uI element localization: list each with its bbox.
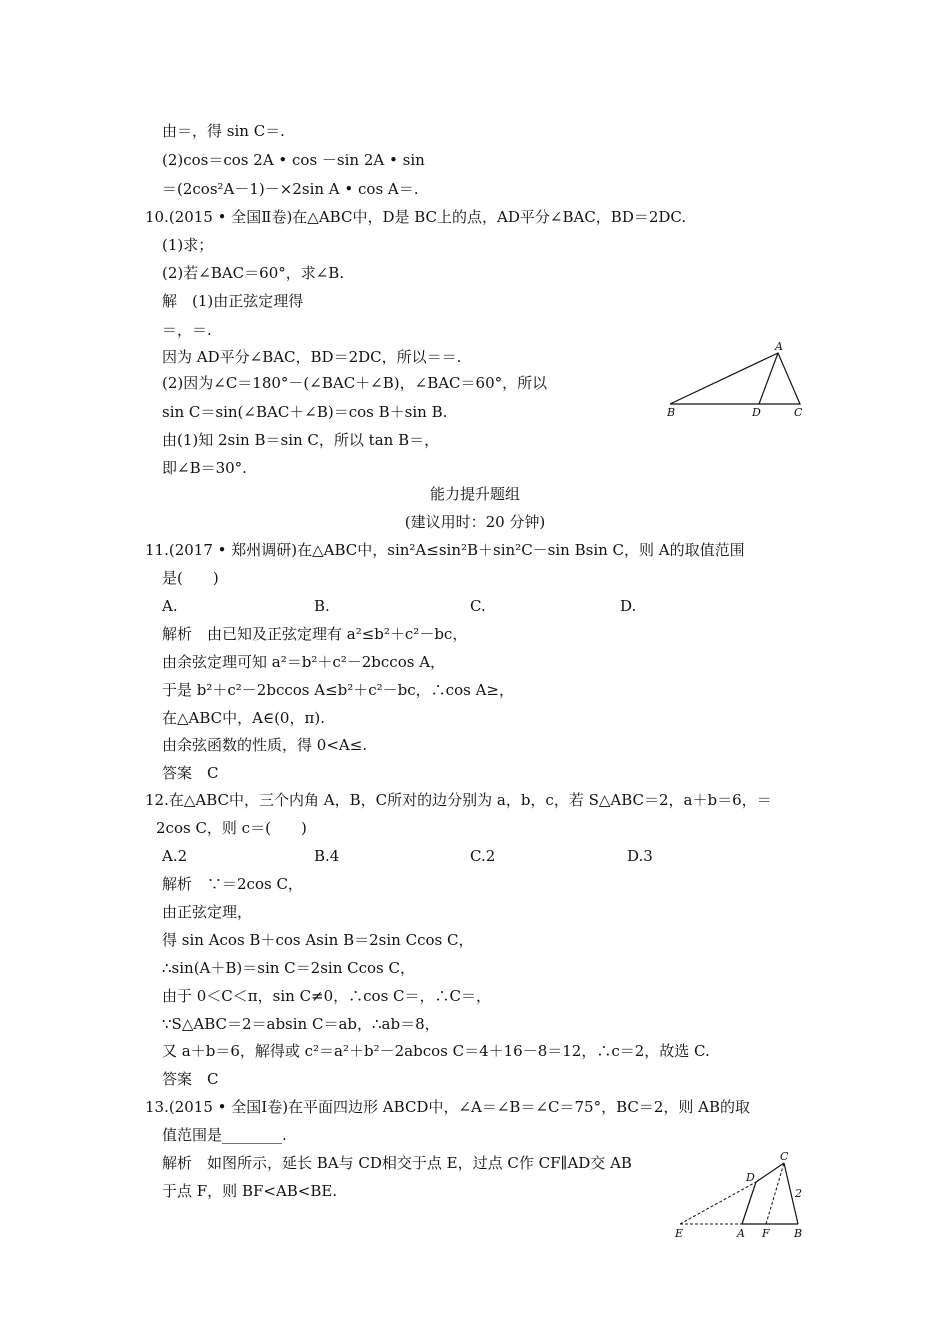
answer-line: 答案 C bbox=[162, 1070, 219, 1088]
text-line: 于点 F，则 BF<AB<BE. bbox=[162, 1182, 338, 1200]
question-13-stem: 13.(2015 • 全国Ⅰ卷)在平面四边形 ABCD中，∠A＝∠B＝∠C＝75°，BC＝2，则 AB的取 bbox=[145, 1098, 751, 1116]
text-line: ＝(2cos²A－1)－×2sin A • cos A＝. bbox=[162, 180, 419, 198]
text-line: ＝，＝. bbox=[162, 321, 212, 339]
section-subtitle: (建议用时：20 分钟) bbox=[404, 513, 546, 531]
text-line: ∵S△ABC＝2＝absin C＝ab，∴ab＝8， bbox=[162, 1015, 440, 1033]
text-line: 于是 b²＋c²－2bccos A≤b²＋c²－bc，∴cos A≥， bbox=[162, 681, 514, 699]
text-line: 解析 由已知及正弦定理有 a²≤b²＋c²－bc， bbox=[162, 625, 468, 643]
text-line: 由余弦函数的性质，得 0<A≤. bbox=[162, 736, 368, 754]
text-line: 又 a＋b＝6，解得或 c²＝a²＋b²－2abcos C＝4＋16－8＝12，∴c＝2，故选 C. bbox=[162, 1042, 710, 1060]
q12-option-b: B.4 bbox=[314, 847, 340, 865]
text-line: 由(1)知 2sin B＝sin C，所以 tan B＝， bbox=[162, 431, 440, 449]
text-line: (2)因为∠C＝180°－(∠BAC＋∠B)，∠BAC＝60°，所以 bbox=[162, 374, 548, 392]
text-line: 由于 0＜C＜π，sin C≠0，∴cos C＝，∴C＝， bbox=[162, 987, 492, 1005]
triangle-figure-abc bbox=[660, 340, 810, 420]
q11-option-b: B. bbox=[314, 597, 330, 615]
question-11-stem: 11.(2017 • 郑州调研)在△ABC中，sin²A≤sin²B＋sin²C－sin Bsin C，则 A的取值范围 bbox=[145, 541, 745, 559]
fig2-label-2: 2 bbox=[795, 1187, 802, 1200]
q11-option-c: C. bbox=[470, 597, 486, 615]
question-12-stem: 12.在△ABC中，三个内角 A，B，C所对的边分别为 a，b，c，若 S△ABC＝2，a＋b＝6，＝ bbox=[145, 791, 772, 809]
text-line: 得 sin Acos B＋cos Asin B＝2sin Ccos C， bbox=[162, 931, 474, 949]
fig2-label-a: A bbox=[737, 1227, 745, 1240]
fig1-label-b: B bbox=[667, 406, 676, 419]
fig1-label-a: A bbox=[775, 340, 783, 353]
text-line: (2)若∠BAC＝60°，求∠B. bbox=[162, 264, 345, 282]
q12-option-c: C.2 bbox=[470, 847, 496, 865]
text-line: 值范围是________. bbox=[162, 1126, 287, 1144]
q12-option-a: A.2 bbox=[162, 847, 188, 865]
text-line: (1)求； bbox=[162, 236, 214, 254]
section-title: 能力提升题组 bbox=[429, 485, 520, 503]
text-line: 在△ABC中，A∈(0，π). bbox=[162, 709, 325, 727]
fig1-label-d: D bbox=[752, 406, 761, 419]
text-line: ∴sin(A＋B)＝sin C＝2sin Ccos C， bbox=[162, 959, 415, 977]
quadrilateral-figure-abcd bbox=[668, 1150, 818, 1242]
text-line: sin C＝sin(∠BAC＋∠B)＝cos B＋sin B. bbox=[162, 403, 448, 421]
fig2-label-f: F bbox=[762, 1227, 770, 1240]
q12-option-d: D.3 bbox=[627, 847, 653, 865]
q11-option-a: A. bbox=[162, 597, 178, 615]
text-line: 由＝，得 sin C＝. bbox=[162, 122, 285, 140]
text-line: 因为 AD平分∠BAC，BD＝2DC，所以＝＝. bbox=[162, 348, 462, 366]
text-line: 解析 ∵＝2cos C， bbox=[162, 875, 303, 893]
text-line: 由余弦定理可知 a²＝b²＋c²－2bccos A， bbox=[162, 653, 446, 671]
text-line: 解析 如图所示，延长 BA与 CD相交于点 E，过点 C作 CF∥AD交 AB bbox=[162, 1154, 632, 1172]
question-10-stem: 10.(2015 • 全国Ⅱ卷)在△ABC中，D是 BC上的点，AD平分∠BAC，BD＝2DC. bbox=[145, 208, 687, 226]
text-line: 2cos C，则 c＝( ) bbox=[156, 819, 307, 837]
text-line: 即∠B＝30°. bbox=[162, 459, 247, 477]
text-line: 解 (1)由正弦定理得 bbox=[162, 292, 304, 310]
fig2-label-d: D bbox=[746, 1171, 755, 1184]
fig1-label-c: C bbox=[794, 406, 803, 419]
fig2-label-b: B bbox=[794, 1227, 803, 1240]
text-line: 由正弦定理， bbox=[162, 903, 253, 921]
fig2-label-e: E bbox=[675, 1227, 684, 1240]
fig2-label-c: C bbox=[780, 1150, 789, 1163]
q11-option-d: D. bbox=[620, 597, 637, 615]
text-line: 是( ) bbox=[162, 569, 219, 587]
text-line: (2)cos＝cos 2A • cos －sin 2A • sin bbox=[162, 151, 425, 169]
answer-line: 答案 C bbox=[162, 764, 219, 782]
